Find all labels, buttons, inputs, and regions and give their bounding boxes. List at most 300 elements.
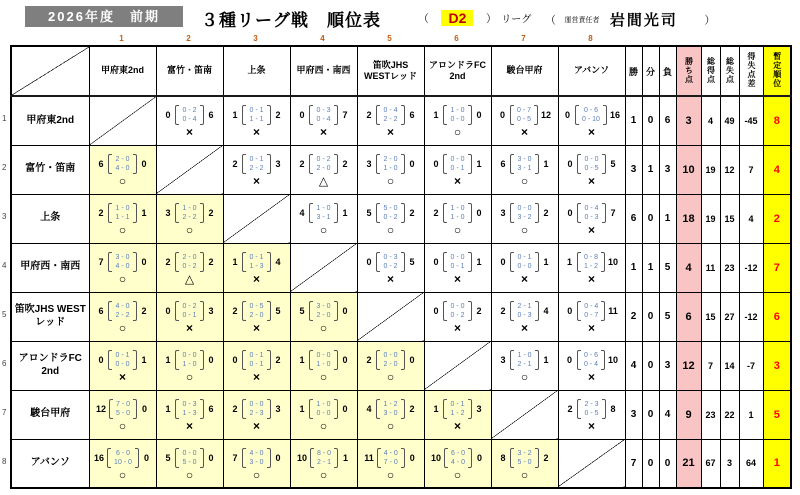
summary-rank-team-7: 5 xyxy=(763,390,791,439)
goals-for-total: 10 xyxy=(430,452,441,463)
summary-goal-diff-team-1: -45 xyxy=(739,96,763,145)
score-bracket xyxy=(577,252,605,272)
goals-for-total: 5 xyxy=(299,306,305,316)
game-2-score: 3 - 0 xyxy=(383,410,398,417)
summary-header-wins: 勝 xyxy=(625,46,642,96)
result-symbol: × xyxy=(252,272,260,286)
corner-cell xyxy=(11,46,89,96)
game-2-score: 2 - 2 xyxy=(383,116,398,124)
score-bracket xyxy=(376,105,404,125)
result-symbol: × xyxy=(252,370,260,384)
game-2-score: 0 - 1 xyxy=(450,165,465,172)
summary-header-draws: 分 xyxy=(642,46,659,96)
match-cell-r6-c4 xyxy=(290,341,357,390)
goals-against-total: 16 xyxy=(609,110,620,121)
goals-against-total: 6 xyxy=(208,404,214,414)
goals-for-total: 2 xyxy=(567,404,573,414)
goals-against-total: 1 xyxy=(343,452,349,463)
summary-header-goals-against xyxy=(720,46,739,96)
goals-against-total: 0 xyxy=(342,404,348,414)
goals-against-total: 0 xyxy=(142,404,148,414)
goals-for-total: 0 xyxy=(565,110,571,121)
match-cell-r2-c5 xyxy=(357,145,424,194)
goals-for-total: 2 xyxy=(165,257,171,267)
match-cell-r5-c5 xyxy=(357,292,424,341)
goals-against-total: 2 xyxy=(342,159,348,169)
goals-against-total: 1 xyxy=(342,208,348,218)
result-symbol: ○ xyxy=(386,174,395,188)
goals-for-total: 16 xyxy=(94,452,105,463)
summary-wins-team-8: 7 xyxy=(625,439,642,488)
result-symbol: × xyxy=(185,125,193,140)
score-bracket xyxy=(443,301,471,321)
game-2-score: 0 - 0 xyxy=(316,410,331,417)
summary-goals-for-team-6: 7 xyxy=(701,341,720,390)
goals-against-total: 1 xyxy=(543,257,549,267)
row-label-team-7: 駿台甲府 xyxy=(11,390,89,439)
game-2-score: 1 - 0 xyxy=(450,214,465,221)
match-scores xyxy=(559,154,625,174)
match-cell-r7-c2 xyxy=(156,390,223,439)
game-2-score: 2 - 0 xyxy=(316,165,331,172)
match-scores xyxy=(425,203,491,223)
result-symbol: △ xyxy=(318,174,329,188)
game-2-score: 0 - 5 xyxy=(584,410,599,417)
goals-for-total: 0 xyxy=(566,355,572,365)
score-bracket xyxy=(510,350,538,370)
game-1-score: 3 - 0 xyxy=(316,303,331,310)
match-cell-r1-c7 xyxy=(491,96,558,145)
game-1-score: 1 - 0 xyxy=(182,205,197,212)
summary-rank-team-4: 7 xyxy=(763,243,791,292)
match-scores xyxy=(90,350,156,370)
match-cell-r5-c8 xyxy=(558,292,625,341)
goals-against-total: 10 xyxy=(608,355,619,365)
result-symbol: ○ xyxy=(319,370,328,384)
goals-for-total: 0 xyxy=(433,306,439,316)
match-cell-r7-c8 xyxy=(558,390,625,439)
game-2-score: 2 - 2 xyxy=(249,165,264,172)
score-bracket xyxy=(175,301,203,321)
goals-for-total: 0 xyxy=(232,355,238,365)
game-2-score: 3 - 1 xyxy=(316,214,331,221)
result-symbol: ○ xyxy=(453,467,462,482)
game-1-score: 0 - 0 xyxy=(450,156,465,163)
league-group xyxy=(418,9,531,27)
score-bracket xyxy=(309,399,337,419)
result-symbol: × xyxy=(587,321,595,335)
result-symbol: × xyxy=(185,419,193,433)
match-cell-r2-c7 xyxy=(491,145,558,194)
summary-header-text: 勝ち点 xyxy=(684,56,694,84)
summary-losses-team-2: 3 xyxy=(659,145,676,194)
col-index-3: 3 xyxy=(253,34,258,43)
match-scores xyxy=(90,154,156,174)
score-bracket xyxy=(510,203,538,223)
summary-goals-for-team-3: 19 xyxy=(701,194,720,243)
goals-against-total: 3 xyxy=(208,306,214,316)
summary-points-team-2: 10 xyxy=(676,145,701,194)
goals-against-total: 0 xyxy=(409,159,415,169)
goals-against-total: 1 xyxy=(476,257,482,267)
row-index-8: 8 xyxy=(2,457,7,466)
goals-for-total: 2 xyxy=(232,306,238,316)
match-cell-r7-c1 xyxy=(89,390,156,439)
result-symbol: ○ xyxy=(185,223,194,237)
game-2-score: 0 - 1 xyxy=(450,263,465,270)
game-2-score: 1 - 2 xyxy=(583,263,598,270)
goals-against-total: 7 xyxy=(610,208,616,218)
match-cell-r6-c6 xyxy=(424,341,491,390)
summary-goals-against-team-7: 22 xyxy=(720,390,739,439)
game-1-score: 1 - 0 xyxy=(115,205,130,212)
match-cell-r1-c8 xyxy=(558,96,625,145)
match-cell-r5-c3 xyxy=(223,292,290,341)
summary-losses-team-6: 3 xyxy=(659,341,676,390)
result-symbol: × xyxy=(453,321,461,335)
match-scores xyxy=(157,203,223,223)
match-scores xyxy=(492,448,558,468)
match-cell-r3-c3 xyxy=(223,194,290,243)
game-1-score: 4 - 0 xyxy=(383,449,398,457)
result-symbol: × xyxy=(252,125,260,140)
game-1-score: 2 - 1 xyxy=(517,303,532,310)
result-symbol: × xyxy=(118,370,126,384)
summary-goals-for-team-5: 15 xyxy=(701,292,720,341)
score-bracket xyxy=(242,448,270,468)
game-1-score: 0 - 4 xyxy=(584,205,599,212)
summary-header-text: 得失点差 xyxy=(747,52,756,88)
goals-against-total: 4 xyxy=(543,306,549,316)
match-scores xyxy=(291,301,357,321)
game-1-score: 0 - 5 xyxy=(249,303,264,310)
game-1-score: 1 - 0 xyxy=(316,401,331,408)
result-symbol: ○ xyxy=(319,467,328,482)
result-symbol: ○ xyxy=(118,467,127,482)
summary-goals-against-team-5: 27 xyxy=(720,292,739,341)
summary-rank-team-2: 4 xyxy=(763,145,791,194)
summary-draws-team-8: 0 xyxy=(642,439,659,488)
match-cell-r5-c2 xyxy=(156,292,223,341)
goals-against-total: 5 xyxy=(409,257,415,267)
game-2-score: 4 - 0 xyxy=(451,458,466,466)
goals-for-total: 2 xyxy=(500,306,506,316)
match-cell-r2-c2 xyxy=(156,145,223,194)
goals-for-total: 1 xyxy=(566,257,572,267)
goals-against-total: 3 xyxy=(275,404,281,414)
match-scores xyxy=(492,154,558,174)
match-cell-r7-c3 xyxy=(223,390,290,439)
score-bracket xyxy=(242,350,270,370)
manager-name: 岩間光司 xyxy=(609,12,678,29)
goals-against-total: 1 xyxy=(543,355,549,365)
match-scores xyxy=(559,350,625,370)
goals-against-total: 2 xyxy=(141,306,147,316)
result-symbol: × xyxy=(185,321,193,335)
match-cell-r5-c1 xyxy=(89,292,156,341)
goals-against-total: 1 xyxy=(543,159,549,169)
result-symbol: × xyxy=(386,272,394,286)
match-cell-r8-c7 xyxy=(491,439,558,488)
goals-against-total: 0 xyxy=(208,452,214,463)
summary-wins-team-7: 3 xyxy=(625,390,642,439)
summary-draws-team-6: 0 xyxy=(642,341,659,390)
score-bracket xyxy=(443,154,471,174)
match-scores xyxy=(157,399,223,419)
result-symbol: × xyxy=(252,174,260,188)
match-scores xyxy=(358,203,424,223)
score-bracket xyxy=(108,203,136,223)
game-1-score: 0 - 3 xyxy=(182,401,197,408)
game-1-score: 0 - 0 xyxy=(182,352,197,359)
score-bracket xyxy=(443,399,471,419)
score-bracket xyxy=(376,203,404,223)
row-label-team-1: 甲府東2nd xyxy=(11,96,89,145)
match-scores xyxy=(425,154,491,174)
match-scores xyxy=(358,448,424,468)
col-index-5: 5 xyxy=(387,34,392,43)
goals-for-total: 0 xyxy=(366,257,372,267)
summary-goals-for-team-8: 67 xyxy=(701,439,720,488)
score-bracket xyxy=(309,154,337,174)
col-index-4: 4 xyxy=(320,34,325,43)
summary-points-team-4: 4 xyxy=(676,243,701,292)
game-1-score: 0 - 3 xyxy=(383,254,398,261)
goals-for-total: 6 xyxy=(98,306,104,316)
match-scores xyxy=(90,252,156,272)
match-cell-r4-c1 xyxy=(89,243,156,292)
summary-points-team-1: 3 xyxy=(676,96,701,145)
goals-against-total: 0 xyxy=(476,110,482,121)
game-1-score: 2 - 0 xyxy=(383,156,398,163)
match-cell-r8-c2 xyxy=(156,439,223,488)
summary-wins-team-6: 4 xyxy=(625,341,642,390)
summary-draws-team-3: 0 xyxy=(642,194,659,243)
game-2-score: 1 - 1 xyxy=(249,116,264,124)
match-cell-r5-c6 xyxy=(424,292,491,341)
col-header-team-3: 上条 xyxy=(223,46,290,96)
game-1-score: 0 - 1 xyxy=(249,254,264,261)
summary-wins-team-4: 1 xyxy=(625,243,642,292)
goals-for-total: 4 xyxy=(366,404,372,414)
summary-wins-team-3: 6 xyxy=(625,194,642,243)
game-2-score: 0 - 2 xyxy=(450,312,465,319)
game-2-score: 0 - 5 xyxy=(516,116,531,124)
match-scores xyxy=(425,252,491,272)
goals-against-total: 1 xyxy=(476,159,482,169)
goals-for-total: 0 xyxy=(500,257,506,267)
score-bracket xyxy=(108,301,136,321)
league-paren-close: ） xyxy=(485,12,497,25)
league-paren-open: （ xyxy=(418,12,429,25)
score-bracket xyxy=(108,154,136,174)
result-symbol: × xyxy=(587,272,595,286)
game-1-score: 0 - 0 xyxy=(182,449,197,457)
match-scores xyxy=(291,399,357,419)
match-cell-r4-c2 xyxy=(156,243,223,292)
goals-for-total: 2 xyxy=(232,159,238,169)
match-scores xyxy=(291,350,357,370)
result-symbol: ○ xyxy=(386,370,395,384)
score-bracket xyxy=(109,399,137,419)
result-symbol: ○ xyxy=(118,272,127,286)
score-bracket xyxy=(510,105,538,125)
game-1-score: 1 - 0 xyxy=(517,352,532,359)
col-header-team-7: 駿台甲府 xyxy=(491,46,558,96)
score-bracket xyxy=(510,448,538,468)
result-symbol: ○ xyxy=(520,467,529,482)
row-index-4: 4 xyxy=(2,261,7,270)
goals-against-total: 2 xyxy=(208,257,214,267)
result-symbol: × xyxy=(587,125,595,140)
goals-against-total: 3 xyxy=(275,159,281,169)
game-2-score: 5 - 0 xyxy=(116,410,131,417)
summary-goal-diff-team-8: 64 xyxy=(739,439,763,488)
score-bracket xyxy=(242,301,270,321)
game-1-score: 0 - 4 xyxy=(383,107,398,115)
goals-against-total: 1 xyxy=(141,355,147,365)
score-bracket xyxy=(242,105,270,125)
match-scores xyxy=(157,301,223,321)
result-symbol: × xyxy=(520,125,528,140)
match-scores xyxy=(224,448,290,468)
goals-against-total: 6 xyxy=(208,110,214,121)
score-bracket xyxy=(510,301,538,321)
col-index-1: 1 xyxy=(119,34,124,43)
score-bracket xyxy=(175,252,203,272)
goals-for-total: 6 xyxy=(500,159,506,169)
summary-draws-team-5: 0 xyxy=(642,292,659,341)
summary-goals-against-team-1: 49 xyxy=(720,96,739,145)
result-symbol: × xyxy=(520,272,528,286)
game-2-score: 2 - 1 xyxy=(317,458,332,466)
match-scores xyxy=(559,301,625,321)
match-scores xyxy=(224,301,290,321)
match-scores xyxy=(90,399,156,419)
goals-for-total: 1 xyxy=(433,110,439,121)
result-symbol: ○ xyxy=(319,223,328,237)
game-2-score: 2 - 3 xyxy=(249,410,264,417)
result-symbol: × xyxy=(587,370,595,384)
summary-header-text: 暫定順位 xyxy=(772,52,782,88)
goals-against-total: 2 xyxy=(543,208,549,218)
league-suffix-label: リーグ xyxy=(501,14,532,26)
goals-against-total: 2 xyxy=(409,404,415,414)
game-1-score: 6 - 0 xyxy=(115,449,130,457)
goals-against-total: 0 xyxy=(141,159,147,169)
game-2-score: 10 - 0 xyxy=(114,458,132,466)
result-symbol: × xyxy=(520,321,528,335)
match-scores xyxy=(224,399,290,419)
match-cell-r6-c3 xyxy=(223,341,290,390)
col-header-team-5: 笛吹JHS WESTレッド xyxy=(357,46,424,96)
game-2-score: 2 - 2 xyxy=(182,214,197,221)
summary-points-team-5: 6 xyxy=(676,292,701,341)
match-scores xyxy=(291,105,357,125)
score-bracket xyxy=(242,399,270,419)
goals-against-total: 0 xyxy=(476,208,482,218)
match-scores xyxy=(224,350,290,370)
goals-for-total: 0 xyxy=(567,208,573,218)
league-code-badge: D2 xyxy=(441,10,473,26)
score-bracket xyxy=(577,301,605,321)
score-bracket xyxy=(443,252,471,272)
game-2-score: 1 - 0 xyxy=(182,361,197,368)
summary-goals-against-team-3: 15 xyxy=(720,194,739,243)
match-scores xyxy=(90,301,156,321)
match-scores xyxy=(559,105,625,125)
summary-rank-team-8: 1 xyxy=(763,439,791,488)
score-bracket xyxy=(107,448,139,468)
game-2-score: 5 - 0 xyxy=(182,458,197,466)
match-cell-r1-c5 xyxy=(357,96,424,145)
col-header-team-4: 甲府西・南西 xyxy=(290,46,357,96)
period-badge: 2026年度 前期 xyxy=(25,6,183,27)
summary-losses-team-7: 4 xyxy=(659,390,676,439)
goals-for-total: 6 xyxy=(98,159,104,169)
goals-against-total: 0 xyxy=(409,452,415,463)
match-cell-r1-c3 xyxy=(223,96,290,145)
summary-losses-team-1: 6 xyxy=(659,96,676,145)
score-bracket xyxy=(376,350,404,370)
result-symbol: ○ xyxy=(319,419,328,433)
game-2-score: 0 - 5 xyxy=(584,165,599,172)
game-1-score: 1 - 0 xyxy=(450,205,465,212)
result-symbol: ○ xyxy=(319,321,328,335)
game-1-score: 0 - 6 xyxy=(583,107,598,115)
match-cell-r2-c6 xyxy=(424,145,491,194)
result-symbol: ○ xyxy=(386,467,395,482)
score-bracket xyxy=(376,399,404,419)
score-bracket xyxy=(577,203,605,223)
result-symbol: × xyxy=(386,125,394,140)
match-cell-r3-c7 xyxy=(491,194,558,243)
game-1-score: 0 - 0 xyxy=(383,352,398,359)
goals-for-total: 3 xyxy=(366,159,372,169)
game-1-score: 0 - 0 xyxy=(584,156,599,163)
result-symbol: ○ xyxy=(386,419,395,433)
score-bracket xyxy=(376,252,404,272)
summary-points-team-8: 21 xyxy=(676,439,701,488)
game-1-score: 0 - 0 xyxy=(450,254,465,261)
goals-against-total: 2 xyxy=(275,110,281,121)
match-scores xyxy=(559,252,625,272)
game-1-score: 3 - 0 xyxy=(115,254,130,261)
table-row-team-1 xyxy=(11,96,791,145)
match-cell-r7-c5 xyxy=(357,390,424,439)
game-2-score: 0 - 4 xyxy=(316,116,331,124)
score-bracket xyxy=(309,301,337,321)
game-2-score: 0 - 7 xyxy=(584,312,599,319)
game-2-score: 5 - 0 xyxy=(517,458,532,466)
game-2-score: 2 - 0 xyxy=(383,361,398,368)
game-1-score: 0 - 3 xyxy=(316,107,331,115)
game-2-score: 3 - 2 xyxy=(517,214,532,221)
match-cell-r1-c2 xyxy=(156,96,223,145)
goals-for-total: 2 xyxy=(433,208,439,218)
score-bracket xyxy=(108,252,136,272)
summary-header-rank xyxy=(763,46,791,96)
goals-against-total: 2 xyxy=(409,208,415,218)
summary-wins-team-1: 1 xyxy=(625,96,642,145)
game-2-score: 0 - 1 xyxy=(182,312,197,319)
match-scores xyxy=(425,105,491,125)
result-symbol: ○ xyxy=(118,223,127,237)
game-1-score: 4 - 0 xyxy=(249,449,264,457)
game-2-score: 4 - 0 xyxy=(115,165,130,172)
goals-against-total: 8 xyxy=(610,404,616,414)
row-label-team-8: アバンソ xyxy=(11,439,89,488)
